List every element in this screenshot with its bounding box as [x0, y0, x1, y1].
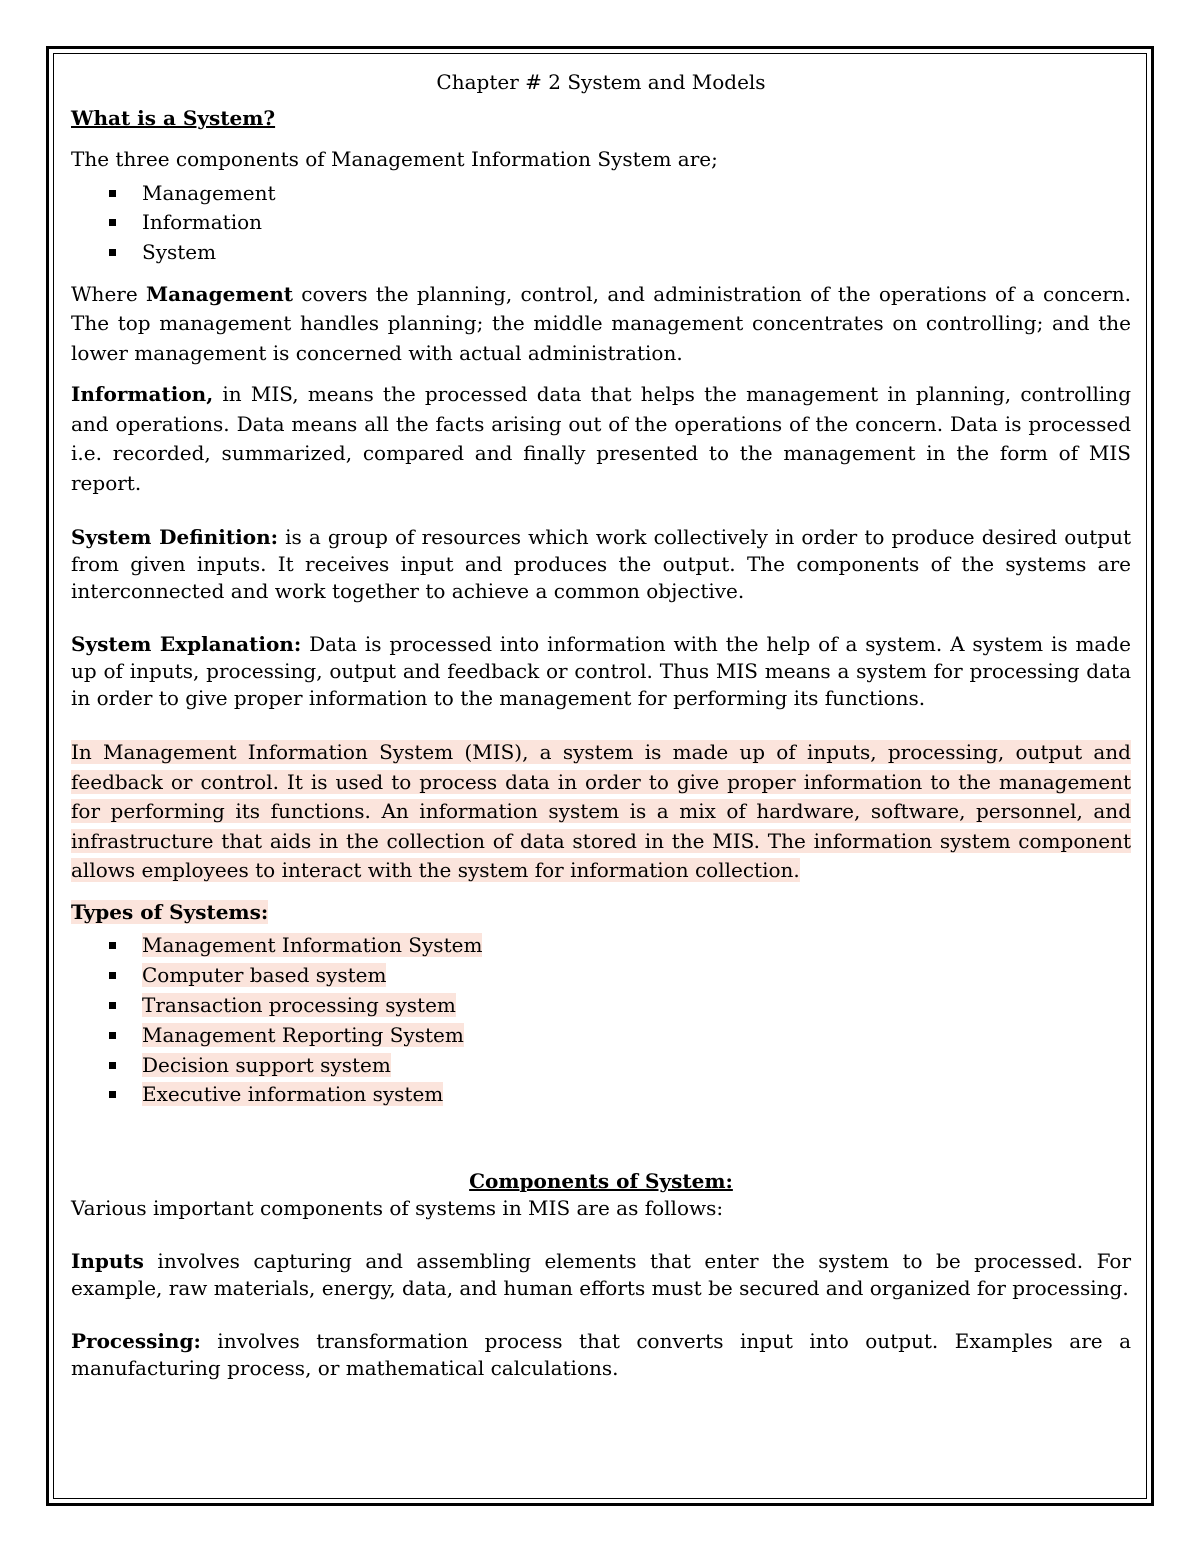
components-system-intro: Various important components of systems in MIS are as follows:: [71, 1196, 724, 1221]
page-title: Chapter # 2 System and Models: [436, 70, 766, 94]
management-text: covers the planning, control, and administration of the operations of a concern. The top management handles planning; the middle management concentrates on controlling; and the lower management is concerned with actual administration.: [71, 281, 1131, 365]
information-term: Information,: [71, 382, 214, 407]
management-term: Management: [146, 281, 293, 306]
list-item-text: Management Reporting System: [142, 1022, 464, 1047]
system-explanation-paragraph: [71, 631, 1131, 712]
information-text: in MIS, means the processed data that helps the management in planning, controlling and operations. Data means all the facts arising out of the operations of the concern. Data is processed i.e. recorded, summarized, compared and finally presented to the management in the form of MIS report.: [71, 382, 1131, 495]
list-item: [71, 1021, 1131, 1051]
management-paragraph: [71, 280, 1131, 369]
list-item: System: [71, 238, 1131, 268]
list-item-text: Management Information System: [142, 933, 483, 958]
system-definition-text: is a group of resources which work collectively in order to produce desired output from given inputs. It receives input and produces the output. The components of the systems are interconnected and work together to achieve a common objective.: [71, 525, 1131, 604]
components-list: [71, 179, 1131, 268]
list-item: [71, 1051, 1131, 1081]
document-content: [71, 68, 1131, 1382]
inputs-text: involves capturing and assembling elements that enter the system to be processed. For example, raw materials, energy, data, and human efforts must be secured and organized for processing.: [71, 1249, 1131, 1301]
components-heading-line: [71, 1168, 1131, 1195]
system-explanation-term: System Explanation:: [71, 632, 302, 657]
list-item-text: Executive information system: [142, 1082, 444, 1107]
list-item: [71, 931, 1131, 961]
list-item: Information: [71, 208, 1131, 238]
processing-paragraph: [71, 1328, 1131, 1382]
list-item: [71, 991, 1131, 1021]
management-lead: Where: [71, 281, 146, 306]
types-heading-line: [71, 898, 1131, 928]
what-is-system-heading: What is a System?: [71, 105, 276, 130]
section-heading-what-is-system: [71, 104, 1131, 134]
list-item: Management: [71, 179, 1131, 209]
list-item: [71, 961, 1131, 991]
information-paragraph: [71, 380, 1131, 498]
mis-text: In Management Information System (MIS), a system is made up of inputs, processing, output and feedback or control. It is used to process data in order to give proper information to the management for performing its functions. An information system is a mix of hardware, software, personnel, and infrastructure that aids in the collection of data stored in the MIS. The information system component allows employees to interact with the system for information collection.: [71, 740, 1131, 883]
inputs-paragraph: [71, 1248, 1131, 1302]
list-item-text: Decision support system: [142, 1052, 391, 1077]
system-definition-paragraph: [71, 524, 1131, 605]
system-explanation-text: Data is processed into information with the help of a system. A system is made up of inputs, processing, output and feedback or control. Thus MIS means a system for processing data in order to give proper information to the management for performing its functions.: [71, 632, 1131, 711]
processing-term: Processing:: [71, 1329, 201, 1354]
components-heading: Components of System:: [469, 1169, 733, 1194]
inputs-term: Inputs: [71, 1249, 144, 1274]
components-intro: The three components of Management Information System are;: [71, 147, 718, 171]
types-heading: Types of Systems:: [71, 899, 269, 924]
types-list: [71, 931, 1131, 1110]
list-item-text: Transaction processing system: [142, 992, 456, 1017]
list-item-text: Computer based system: [142, 963, 387, 988]
system-definition-term: System Definition:: [71, 525, 278, 550]
processing-text: involves transformation process that converts input into output. Examples are a manufacturing process, or mathematical calculations.: [71, 1329, 1131, 1381]
mis-paragraph: [71, 738, 1131, 886]
list-item: [71, 1080, 1131, 1110]
